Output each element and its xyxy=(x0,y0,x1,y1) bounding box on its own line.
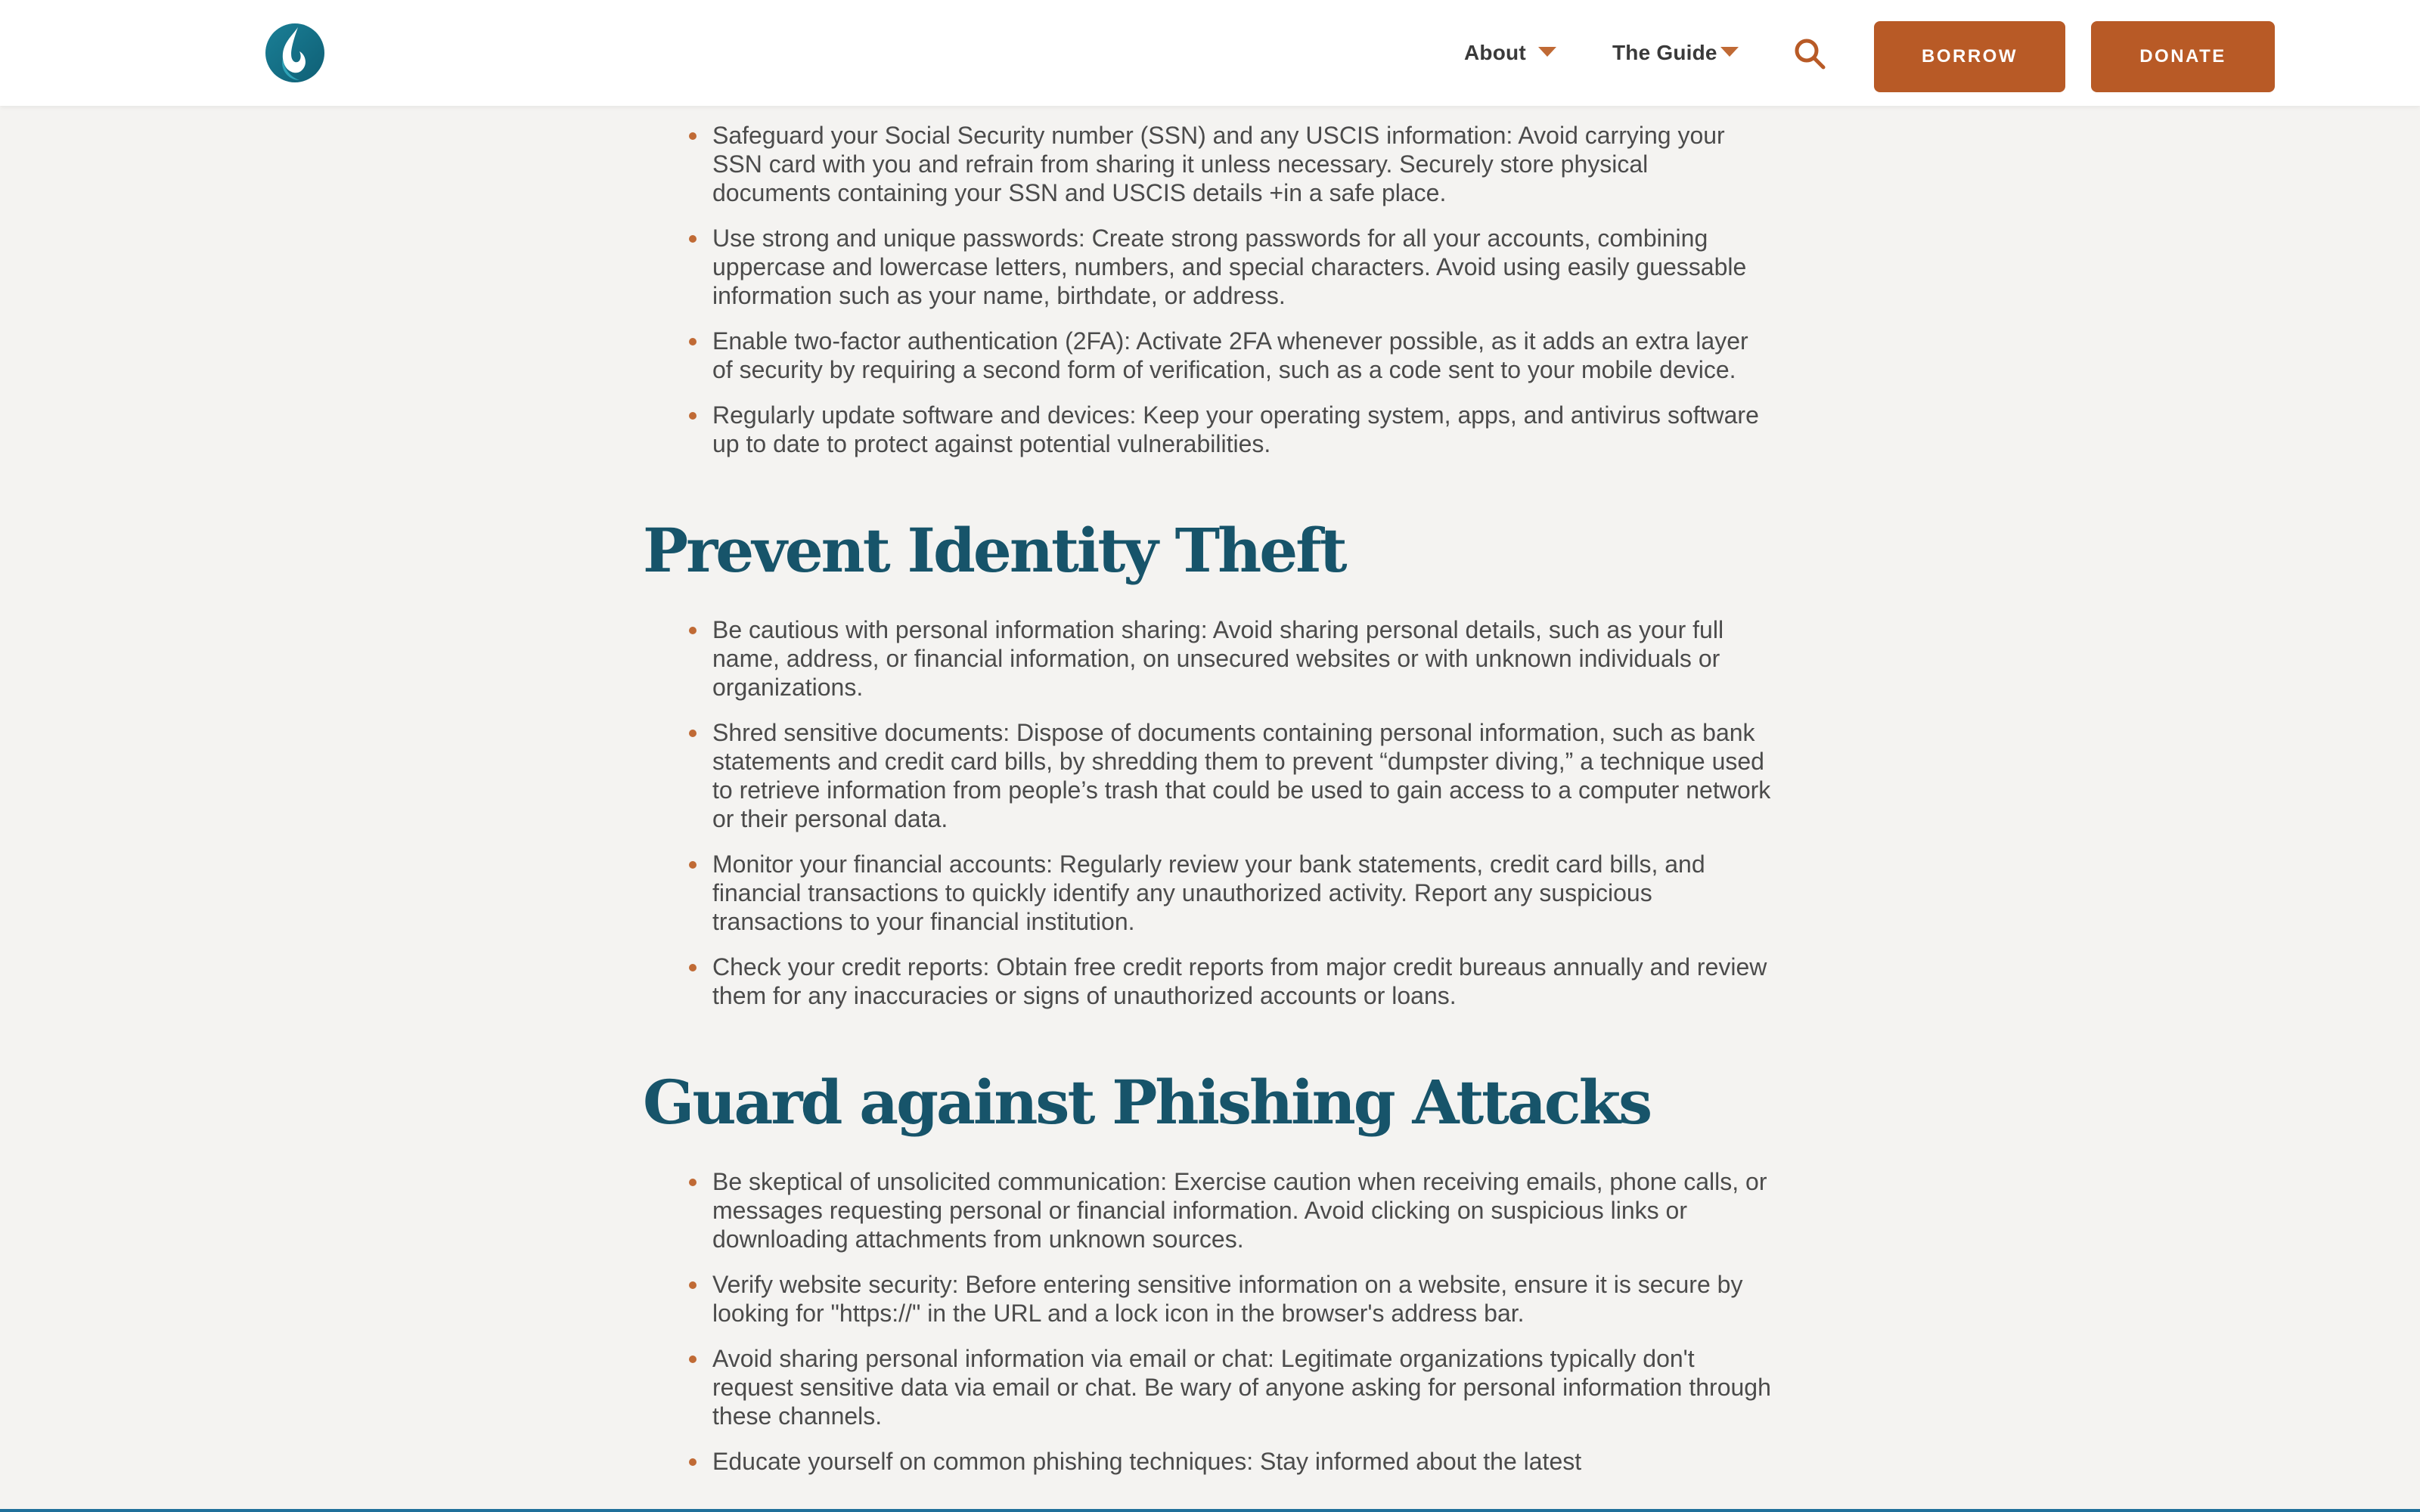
list-item: Be cautious with personal information sharing: Avoid sharing personal details, such as your full name, address, or financial information, on unsecured websites or with unknown individuals or organizations. xyxy=(712,615,1771,702)
search-icon[interactable] xyxy=(1792,36,1827,71)
page-bottom-accent xyxy=(0,1509,2420,1512)
section-heading: Guard against Phishing Attacks xyxy=(643,1067,1651,1138)
prevent-identity-theft-section xyxy=(643,513,1785,1010)
flame-logo-icon[interactable] xyxy=(265,21,325,83)
intro-section xyxy=(643,121,1785,458)
site-header xyxy=(0,0,2420,106)
section-heading: Prevent Identity Theft xyxy=(643,515,1345,586)
nav-the-guide-label[interactable]: The Guide xyxy=(1612,41,1717,64)
list-item: Safeguard your Social Security number (SSN) and any USCIS information: Avoid carrying your SSN card with you and refrain from sharing it unless necessary. Securely store physical documents containing your SSN and USCIS details +in a safe place. xyxy=(712,121,1771,207)
list-item: Monitor your financial accounts: Regularly review your bank statements, credit card bills, and financial transactions to quickly identify any unauthorized activity. Report any suspicious transactions to your financial institution. xyxy=(712,850,1771,936)
list-item: Be skeptical of unsolicited communication: Exercise caution when receiving emails, phone calls, or messages requesting personal or financial information. Avoid clicking on suspicious links or downloading attachments from unknown sources. xyxy=(712,1167,1771,1253)
list-item: Shred sensitive documents: Dispose of documents containing personal information, such as bank statements and credit card bills, by shredding them to prevent “dumpster diving,” a technique used to retrieve information from people’s trash that could be used to gain access to a computer network or their personal data. xyxy=(712,719,1771,832)
phishing-attacks-section xyxy=(643,1064,1785,1476)
borrow-button[interactable]: BORROW xyxy=(1874,21,2065,92)
list-item: Use strong and unique passwords: Create strong passwords for all your accounts, combining uppercase and lowercase letters, numbers, and special characters. Avoid using easily guessable information such as your name, birthdate, or address. xyxy=(712,224,1771,310)
nav-the-guide[interactable] xyxy=(1612,0,1739,106)
list-item: Enable two-factor authentication (2FA): Activate 2FA whenever possible, as it adds an extra layer of security by requiring a second form of verification, such as a code sent to your mobile device. xyxy=(712,327,1771,384)
list-item: Regularly update software and devices: Keep your operating system, apps, and antivirus software up to date to protect against potential vulnerabilities. xyxy=(712,401,1771,458)
nav-about-label[interactable]: About xyxy=(1464,41,1526,64)
donate-button[interactable]: DONATE xyxy=(2091,21,2275,92)
list-item: Verify website security: Before entering sensitive information on a website, ensure it is secure by looking for "https://" in the URL and a lock icon in the browser's address bar. xyxy=(712,1270,1771,1328)
chevron-down-icon[interactable] xyxy=(1538,47,1556,57)
identity-theft-bullet-list xyxy=(643,615,1785,1010)
chevron-down-icon[interactable] xyxy=(1720,47,1739,57)
list-item: Check your credit reports: Obtain free credit reports from major credit bureaus annually and review them for any inaccuracies or signs of unauthorized accounts or loans. xyxy=(712,953,1771,1010)
phishing-bullet-list xyxy=(643,1167,1785,1476)
main-content xyxy=(643,106,1785,1492)
intro-bullet-list xyxy=(643,121,1785,458)
list-item: Educate yourself on common phishing techniques: Stay informed about the latest xyxy=(712,1447,1771,1476)
list-item: Avoid sharing personal information via email or chat: Legitimate organizations typically don't request sensitive data via email or chat. Be wary of anyone asking for personal information through these channels. xyxy=(712,1345,1771,1430)
nav-about[interactable] xyxy=(1464,0,1556,106)
